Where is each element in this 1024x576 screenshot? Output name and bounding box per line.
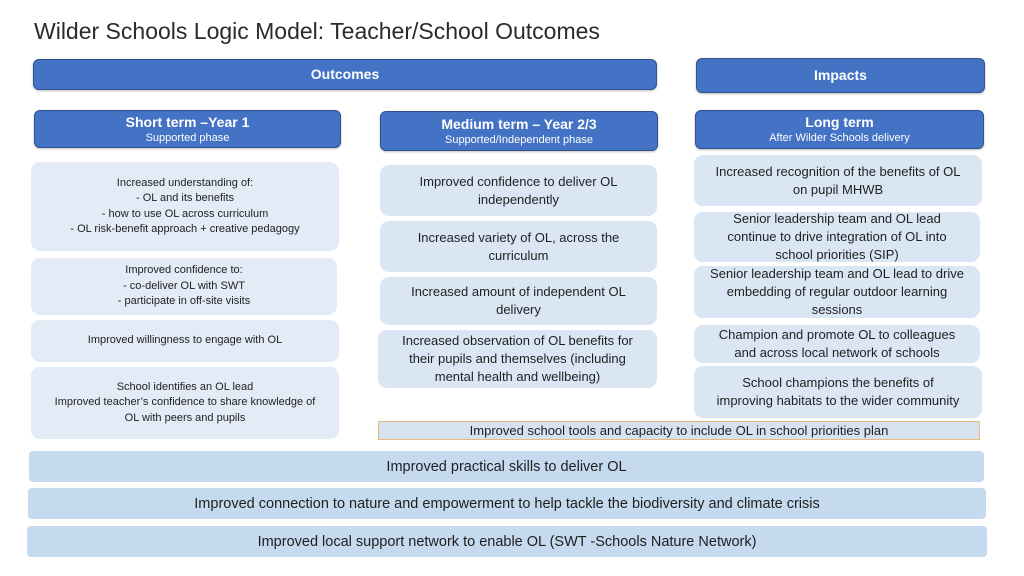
short-term-box-willingness: Improved willingness to engage with OL	[31, 320, 339, 362]
long-term-header	[695, 110, 984, 149]
long-term-box-slt-embedding: Senior leadership team and OL lead to drive embedding of regular outdoor learning sessions	[694, 266, 980, 318]
band-practical-skills: Improved practical skills to deliver OL	[29, 451, 984, 482]
medium-term-header	[380, 111, 658, 151]
short-term-header-subtitle: Supported phase	[145, 131, 230, 144]
short-term-box-confidence: Improved confidence to: - co-deliver OL with SWT - participate in off-site visits	[31, 258, 337, 315]
short-term-header	[34, 110, 341, 148]
medium-term-header-title: Medium term – Year 2/3	[441, 115, 597, 132]
medium-term-box-confidence: Improved confidence to deliver OL independently	[380, 165, 657, 216]
short-term-box-ol-lead: School identifies an OL lead Improved teacher’s confidence to share knowledge of OL with peers and pupils	[31, 367, 339, 439]
outcomes-header	[33, 59, 657, 90]
long-term-box-champion: Champion and promote OL to colleagues and across local network of schools	[694, 325, 980, 363]
page-title: Wilder Schools Logic Model: Teacher/School Outcomes	[34, 18, 600, 44]
medium-term-header-subtitle: Supported/Independent phase	[444, 133, 594, 146]
long-term-box-slt-integration: Senior leadership team and OL lead continue to drive integration of OL into school priorities (SIP)	[694, 212, 980, 262]
long-term-header-subtitle: After Wilder Schools delivery	[769, 132, 910, 144]
medium-term-box-observation: Increased observation of OL benefits for their pupils and themselves (including mental health and wellbeing)	[378, 330, 657, 388]
impacts-header	[696, 58, 985, 93]
outcomes-header-label: Outcomes	[310, 66, 380, 82]
short-term-box-understanding: Increased understanding of: - OL and its benefits - how to use OL across curriculum - OL risk-benefit approach + creative pedagogy	[31, 162, 339, 251]
long-term-box-recognition: Increased recognition of the benefits of OL on pupil MHWB	[694, 155, 982, 206]
school-tools-bar: Improved school tools and capacity to include OL in school priorities plan	[378, 421, 980, 440]
short-term-header-title: Short term –Year 1	[125, 113, 250, 130]
band-connection-to-nature: Improved connection to nature and empowerment to help tackle the biodiversity and climate crisis	[28, 488, 986, 519]
impacts-header-label: Impacts	[814, 67, 867, 83]
long-term-header-title: Long term	[805, 114, 874, 130]
medium-term-box-amount: Increased amount of independent OL delivery	[380, 277, 657, 325]
band-local-support-network: Improved local support network to enable OL (SWT -Schools Nature Network)	[27, 526, 987, 557]
long-term-box-habitats: School champions the benefits of improving habitats to the wider community	[694, 366, 982, 418]
medium-term-box-variety: Increased variety of OL, across the curriculum	[380, 221, 657, 272]
